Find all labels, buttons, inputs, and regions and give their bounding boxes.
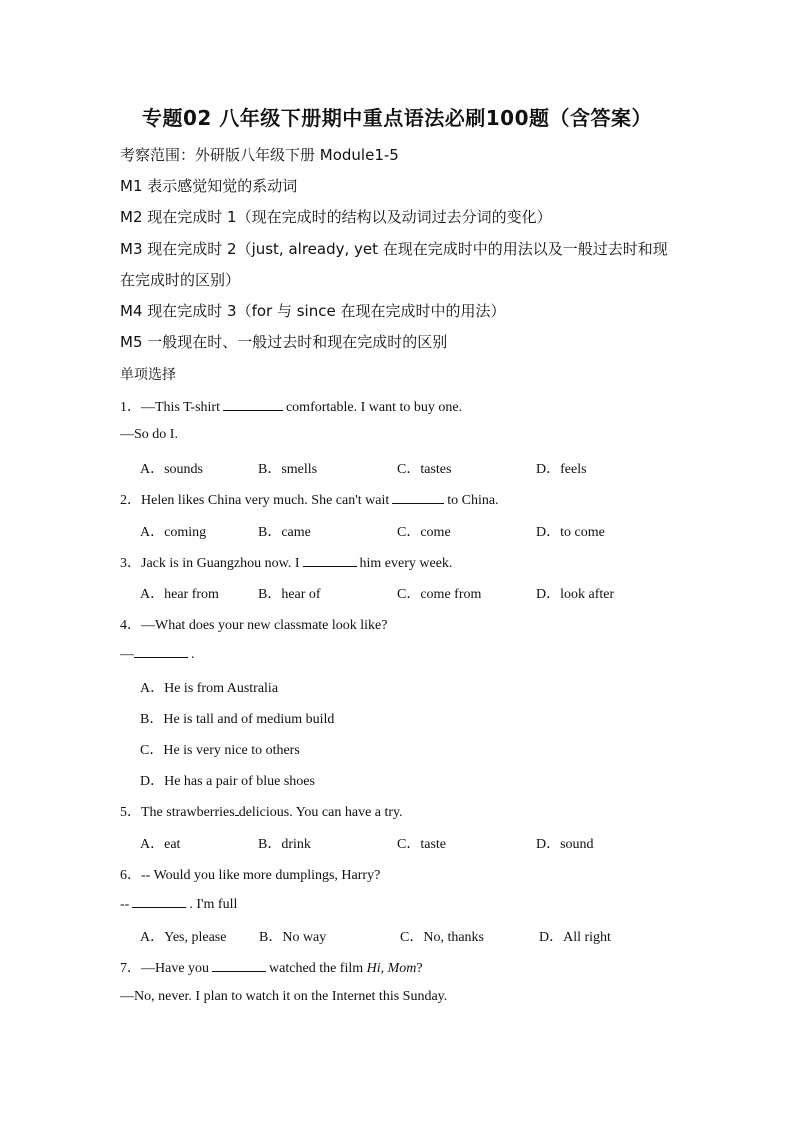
module-m2: M2 现在完成时 1（现在完成时的结构以及动词过去分词的变化） xyxy=(120,208,552,226)
question-text: The strawberries xyxy=(141,805,235,820)
question-text: delicious. You can have a try. xyxy=(238,805,403,820)
option-b: B．hear of xyxy=(258,587,321,602)
question-number: 4． xyxy=(120,618,141,633)
question-text: comfortable. I want to buy one. xyxy=(285,400,463,415)
question-6-reply xyxy=(120,895,237,913)
film-title: Hi, Mom xyxy=(366,961,417,976)
question-number: 5． xyxy=(120,805,141,820)
option-c: C．taste xyxy=(397,837,446,852)
option-d: D．look after xyxy=(536,587,615,602)
question-6 xyxy=(120,864,380,884)
answer-blank xyxy=(303,554,357,567)
question-text: —What does your new classmate look like? xyxy=(141,618,388,633)
module-m3: M3 现在完成时 2（just, already, yet 在现在完成时中的用法以及一般过去时和现 xyxy=(120,240,668,258)
question-text: watched the film xyxy=(269,961,364,976)
question-number: 3． xyxy=(120,556,141,571)
question-number: 6． xyxy=(120,868,141,883)
option-a: A．eat xyxy=(140,837,181,852)
question-number: 7． xyxy=(120,961,141,976)
option-a: A．sounds xyxy=(140,462,204,477)
option-d: D．He has a pair of blue shoes xyxy=(140,774,315,789)
answer-blank xyxy=(223,398,283,411)
answer-blank xyxy=(392,491,444,504)
option-b: B．No way xyxy=(259,930,327,945)
reply-dash: — xyxy=(120,647,134,662)
module-m1: M1 表示感觉知觉的系动词 xyxy=(120,177,298,195)
module-m4: M4 现在完成时 3（for 与 since 在现在完成时中的用法） xyxy=(120,302,506,320)
question-text: Helen likes China very much. She can't wait xyxy=(141,493,390,508)
question-5 xyxy=(120,801,403,821)
scope-line: 考察范围：外研版八年级下册 Module1-5 xyxy=(120,146,399,164)
question-text: Jack is in Guangzhou now. I xyxy=(141,556,300,571)
option-a: A．coming xyxy=(140,525,207,540)
option-b: B．drink xyxy=(258,837,311,852)
question-text: him every week. xyxy=(359,556,453,571)
question-number: 1． xyxy=(120,400,141,415)
option-c: C．come from xyxy=(397,587,482,602)
answer-blank xyxy=(212,959,266,972)
option-c: C．tastes xyxy=(397,462,452,477)
option-a: A．Yes, please xyxy=(140,930,227,945)
question-text: to China. xyxy=(447,493,499,508)
page-title: 专题02 八年级下册期中重点语法必刷100题（含答案） xyxy=(141,106,653,130)
reply-end: . xyxy=(191,647,195,662)
question-2 xyxy=(120,489,499,509)
answer-blank xyxy=(134,645,188,658)
reply-dash: -- xyxy=(120,897,130,912)
question-number: 2． xyxy=(120,493,141,508)
question-end: ? xyxy=(416,961,423,976)
question-7-reply: —No, never. I plan to watch it on the Internet this Sunday. xyxy=(120,989,448,1004)
reply-end: . I'm full xyxy=(189,897,238,912)
question-7 xyxy=(120,957,423,977)
option-c: C．No, thanks xyxy=(400,930,484,945)
option-c: C．come xyxy=(397,525,451,540)
option-b: B．He is tall and of medium build xyxy=(140,712,335,727)
question-1-reply: —So do I. xyxy=(120,427,178,442)
question-3 xyxy=(120,552,452,572)
question-text: —This T-shirt xyxy=(141,400,220,415)
option-b: B．came xyxy=(258,525,311,540)
option-d: D．sound xyxy=(536,837,594,852)
section-heading: 单项选择 xyxy=(120,367,176,383)
option-a: A．hear from xyxy=(140,587,219,602)
option-a: A．He is from Australia xyxy=(140,681,279,696)
answer-blank xyxy=(132,895,186,908)
question-4 xyxy=(120,614,387,634)
question-text: —Have you xyxy=(141,961,210,976)
module-m5: M5 一般现在时、一般过去时和现在完成时的区别 xyxy=(120,333,448,351)
option-d: D．to come xyxy=(536,525,605,540)
option-d: D．All right xyxy=(539,930,611,945)
question-1 xyxy=(120,396,462,416)
option-c: C．He is very nice to others xyxy=(140,743,300,758)
module-m3-cont: 在完成时的区别） xyxy=(120,271,241,289)
option-b: B．smells xyxy=(258,462,318,477)
question-4-reply xyxy=(120,645,195,663)
option-d: D．feels xyxy=(536,462,587,477)
question-text: -- Would you like more dumplings, Harry? xyxy=(141,868,381,883)
